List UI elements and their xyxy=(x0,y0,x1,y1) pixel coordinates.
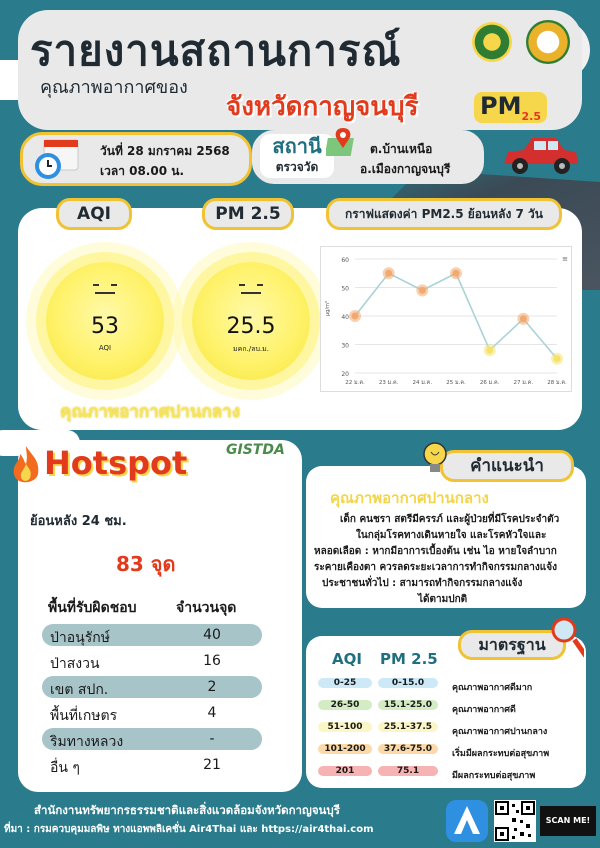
standard-pm-range: 75.1 xyxy=(378,766,438,776)
aqi-tab: AQI xyxy=(56,198,132,230)
hotspot-area: ริมทางหลวง xyxy=(50,734,124,750)
neutral-face-icon xyxy=(233,282,269,306)
chart-menu-icon: ≡ xyxy=(562,255,568,263)
chart-x-tick-label: 24 ม.ค. xyxy=(412,380,433,386)
standard-pm-range: 15.1-25.0 xyxy=(378,700,438,710)
chart-y-tick-label: 50 xyxy=(341,285,349,293)
hotspot-col-count: จำนวนจุด xyxy=(176,600,237,616)
report-time: เวลา 08.00 น. xyxy=(100,164,185,178)
chart-point xyxy=(419,287,426,294)
aqi-gauge xyxy=(46,262,164,380)
lightbulb-icon xyxy=(420,440,450,476)
standard-desc: มีผลกระทบต่อสุขภาพ xyxy=(452,771,536,781)
standard-aqi-range: 51-100 xyxy=(318,722,372,732)
hotspot-row xyxy=(42,728,262,750)
chart-x-tick-label: 28 ม.ค. xyxy=(547,380,567,386)
hotspot-col-area: พื้นที่รับผิดชอบ xyxy=(48,600,137,616)
magnifier-icon xyxy=(548,616,584,664)
chart-point xyxy=(554,355,561,362)
standard-pm-range: 37.6-75.0 xyxy=(378,744,438,754)
chart-x-tick-label: 27 ม.ค. xyxy=(513,380,534,386)
station-district: อ.เมืองกาญจนบุรี xyxy=(360,162,451,176)
standard-row xyxy=(318,764,438,780)
hotspot-area-count: 2 xyxy=(207,679,217,695)
chart-x-tick-label: 23 ม.ค. xyxy=(378,380,399,386)
station-label-big: สถานี xyxy=(272,134,322,158)
standard-aqi-range: 201 xyxy=(318,766,372,776)
pm-badge-label: PM xyxy=(480,92,522,120)
air4thai-app-icon[interactable] xyxy=(446,800,488,842)
advice-line: หลอดเลือด : หากมีอาการเบื้องต้น เช่น ไอ หายใจลำบาก xyxy=(314,546,557,557)
standard-row xyxy=(318,698,438,714)
chart-point xyxy=(385,270,392,277)
chart-y-axis-label: µg/m³ xyxy=(325,301,331,316)
advice-quality: คุณภาพอากาศปานกลาง xyxy=(330,489,489,507)
footer-office: สำนักงานทรัพยากรธรรมชาติและสิ่งแวดล้อมจังหวัดกาญจนบุรี xyxy=(34,803,340,817)
hotspot-area: ป่าอนุรักษ์ xyxy=(50,630,110,646)
pm25-unit: มคก./ลบ.ม. xyxy=(233,345,269,353)
pm25-chart-svg xyxy=(321,247,573,393)
station-subdistrict: ต.บ้านเหนือ xyxy=(370,142,433,156)
advice-line: ในกลุ่มโรคทางเดินหายใจ และโรคหัวใจและ xyxy=(356,530,547,541)
scan-me-label: SCAN ME! xyxy=(540,806,596,836)
hotspot-area-count: 4 xyxy=(207,705,217,721)
advice-line: เด็ก คนชรา สตรีมีครรภ์ และผู้ป่วยที่มีโรคประจำตัว xyxy=(340,514,560,525)
standard-aqi-range: 101-200 xyxy=(318,744,372,754)
chart-point xyxy=(520,315,527,322)
pm25-tab: PM 2.5 xyxy=(202,198,294,230)
standard-pm-range: 0-15.0 xyxy=(378,678,438,688)
chart-tab: กราฟแสดงค่า PM2.5 ย้อนหลัง 7 วัน xyxy=(326,198,562,230)
hotspot-period: ย้อนหลัง 24 ชม. xyxy=(30,514,127,529)
hotspot-row xyxy=(42,676,262,698)
hotspot-area-count: 21 xyxy=(203,757,221,773)
hotspot-area: เขต สปก. xyxy=(50,682,109,698)
chart-y-tick-label: 20 xyxy=(341,371,349,378)
gistda-logo: GISTDA xyxy=(226,442,285,458)
standard-aqi-range: 0-25 xyxy=(318,678,372,688)
hotspot-title: Hotspot xyxy=(44,444,188,482)
station-label-small: ตรวจวัด xyxy=(275,160,319,174)
standard-desc: คุณภาพอากาศปานกลาง xyxy=(452,727,548,737)
chart-point xyxy=(453,270,460,277)
standard-head-pm: PM 2.5 xyxy=(380,650,438,668)
calendar-icon xyxy=(30,136,82,182)
aqi-value: 53 xyxy=(91,314,119,339)
map-pin-icon xyxy=(326,126,360,160)
air-quality-label: คุณภาพอากาศปานกลาง xyxy=(60,402,241,422)
chart-x-tick-label: 22 ม.ค. xyxy=(345,380,365,386)
hotspot-area: พื้นที่เกษตร xyxy=(50,708,118,724)
chart-x-tick-label: 25 ม.ค. xyxy=(446,380,466,386)
car-illustration xyxy=(498,134,582,174)
chart-point xyxy=(352,313,359,320)
chart-y-tick-label: 30 xyxy=(341,342,349,350)
pm-badge-sub: 2.5 xyxy=(521,109,541,123)
advice-tab: คำแนะนำ xyxy=(440,450,574,482)
hotspot-area: อื่น ๆ xyxy=(50,760,80,776)
report-subtitle: คุณภาพอากาศของ xyxy=(40,77,188,98)
standard-row xyxy=(318,720,438,736)
report-date: วันที่ 28 มกราคม 2568 xyxy=(100,144,230,158)
qr-code[interactable] xyxy=(494,800,536,842)
chart-y-tick-label: 40 xyxy=(341,314,349,321)
office-logo xyxy=(526,20,570,64)
footer-source: ที่มา : กรมควบคุมมลพิษ ทางแอพพลิเคชั่น Air4Thai และ https://air4thai.com xyxy=(4,824,374,835)
pm25-chart xyxy=(320,246,572,392)
province-seal-logo xyxy=(472,22,512,62)
standard-desc: เริ่มมีผลกระทบต่อสุขภาพ xyxy=(452,749,550,759)
hotspot-count: 83 จุด xyxy=(116,552,176,576)
standard-tab: มาตรฐาน xyxy=(458,630,566,660)
chart-x-tick-label: 26 ม.ค. xyxy=(479,380,500,386)
advice-line: ระคายเคืองตา ควรลดระยะเวลาการทำกิจกรรมกลางแจ้ง xyxy=(314,562,557,573)
pm-badge xyxy=(474,92,547,123)
chart-point xyxy=(486,347,493,354)
advice-line: ได้ตามปกติ xyxy=(418,594,468,605)
neutral-face-icon xyxy=(87,282,123,306)
standard-pm-range: 25.1-37.5 xyxy=(378,722,438,732)
standard-row xyxy=(318,676,438,692)
fire-icon xyxy=(8,444,44,488)
report-title: รายงานสถานการณ์ xyxy=(30,26,402,75)
hotspot-area-count: - xyxy=(209,731,215,747)
hotspot-area-count: 16 xyxy=(203,653,221,669)
pm25-gauge xyxy=(192,262,310,380)
hotspot-area: ป่าสงวน xyxy=(50,656,100,672)
chart-y-tick-label: 60 xyxy=(341,257,349,264)
standard-head-aqi: AQI xyxy=(332,650,362,668)
station-label xyxy=(260,134,334,178)
advice-line: ประชาชนทั่วไป : สามารถทำกิจกรรมกลางแจ้ง xyxy=(322,578,523,589)
hotspot-area-count: 40 xyxy=(203,627,221,643)
hotspot-row xyxy=(42,650,262,672)
standard-row xyxy=(318,742,438,758)
pm25-value: 25.5 xyxy=(226,314,276,339)
standard-aqi-range: 26-50 xyxy=(318,700,372,710)
standard-desc: คุณภาพอากาศดีมาก xyxy=(452,683,533,693)
hotspot-row xyxy=(42,754,262,776)
hotspot-row xyxy=(42,624,262,646)
aqi-unit: AQI xyxy=(98,344,112,352)
hotspot-row xyxy=(42,702,262,724)
standard-desc: คุณภาพอากาศดี xyxy=(452,705,516,715)
province-name: จังหวัดกาญจนบุรี xyxy=(226,92,419,122)
